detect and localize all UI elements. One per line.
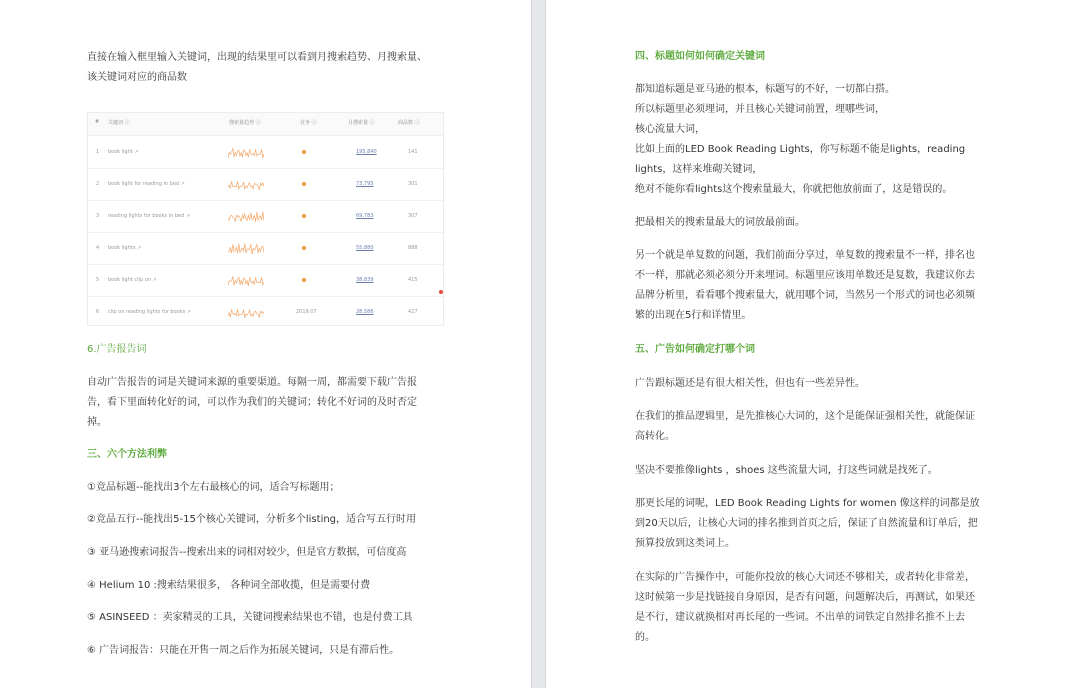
- row-volume[interactable]: 28,586: [356, 309, 374, 315]
- section5-p1: 广告跟标题还是有很大相关性，但也有一些差异性。: [635, 378, 865, 389]
- th-num: #: [95, 119, 100, 125]
- table-row: [88, 232, 443, 265]
- trend-sparkline-icon: [228, 240, 264, 256]
- row-volume[interactable]: 55,880: [356, 245, 374, 251]
- red-marker-icon: [439, 290, 443, 294]
- table-row: [88, 168, 443, 201]
- document-page-left: [0, 0, 531, 688]
- section4-p3-line-4: 繁的出现在5行和详情里。: [635, 310, 752, 321]
- section5-p4-line-1: 那更长尾的词呢，LED Book Reading Lights for women 像这样的词都是放: [635, 498, 980, 509]
- section5-p5-line-1: 在实际的广告操作中，可能你投放的核心大词还不够相关，或者转化非常差，: [635, 572, 975, 583]
- page-gutter: [531, 0, 546, 688]
- intro-line-1: 直接在输入框里输入关键词，出现的结果里可以看到月搜索趋势、月搜索量、: [87, 52, 427, 63]
- method-5: ⑤ ASINSEED ：卖家精灵的工具，关键词搜索结果也不错，也是付费工具: [87, 612, 413, 623]
- table-row: [88, 136, 443, 169]
- trend-sparkline-icon: [228, 304, 264, 320]
- row-products: 307: [408, 213, 418, 219]
- section5-p2-line-1: 在我们的推品逻辑里，是先推核心大词的，这个是能保证强相关性，就能保证: [635, 411, 975, 422]
- section5-p5-line-3: 是不行，建议就换相对再长尾的一些词。不出单的词铁定自然排名推不上去: [635, 612, 965, 623]
- section5-p4-line-3: 预算投放到这类词上。: [635, 538, 735, 549]
- trend-sparkline-icon: [228, 208, 264, 224]
- section4-p3-line-3: 品牌分析里，看看哪个搜索量大，就用哪个词，当然另一个形式的词也必须频: [635, 290, 975, 301]
- competition-dot-icon: [302, 246, 306, 250]
- keyword-table-screenshot: [87, 112, 444, 326]
- row-products: 888: [408, 245, 418, 251]
- row-products: 427: [408, 309, 418, 315]
- row-keyword-link[interactable]: book light clip on ↗: [108, 277, 157, 283]
- method-3: ③ 亚马逊搜索词报告--搜索出来的词相对较少，但是官方数据，可信度高: [87, 547, 407, 558]
- section4-title: 四、标题如何如何确定关键词: [635, 51, 765, 62]
- section4-line-1: 都知道标题是亚马逊的根本，标题写的不好，一切都白搭。: [635, 84, 895, 95]
- method-2: ②竞品五行--能找出5-15个核心关键词，分析多个listing，适合写五行时用: [87, 514, 417, 525]
- section6-title: 6.广告报告词: [87, 344, 147, 355]
- trend-sparkline-icon: [228, 176, 264, 192]
- section4-line-3: 核心流量大词，: [635, 124, 705, 135]
- section6-line-2: 告，看下里面转化好的词，可以作为我们的关键词；转化不好词的及时否定: [87, 397, 417, 408]
- competition-dot-icon: [302, 150, 306, 154]
- section4-p3-line-1: 另一个就是单复数的问题，我们前面分享过，单复数的搜索量不一样，排名也: [635, 250, 975, 261]
- row-keyword-link[interactable]: clip on reading lights for books ↗: [108, 309, 192, 315]
- table-header: [88, 113, 443, 136]
- section5-p4-line-2: 到20天以后，让核心大词的排名推到首页之后，保证了自然流量和订单后，把: [635, 518, 978, 529]
- th-volume: 月搜索量 ⓘ: [348, 120, 375, 126]
- row-number: 6: [96, 309, 100, 315]
- row-keyword-link[interactable]: reading lights for books in bed ↗: [108, 213, 191, 219]
- th-trend: 搜索量趋势 ⓘ: [229, 120, 261, 126]
- competition-dot-icon: [302, 278, 306, 282]
- row-products: 415: [408, 277, 418, 283]
- section4-p3-line-2: 不一样，那就必须必须分开来埋词。标题里应该用单数还是复数，我建议你去: [635, 270, 975, 281]
- section4-line-5: lights，这样来堆砌关键词，: [635, 164, 763, 175]
- row-keyword-link[interactable]: book light ↗: [108, 149, 139, 155]
- row-number: 1: [96, 149, 100, 155]
- section3-title: 三、六个方法利弊: [87, 449, 167, 460]
- th-competition: 竞争 ⓘ: [300, 120, 317, 126]
- table-row: [88, 200, 443, 233]
- competition-text: 2019.07: [296, 309, 317, 315]
- table-row: [88, 296, 443, 326]
- section4-line-2: 所以标题里必须埋词，并且核心关键词前置，埋哪些词，: [635, 104, 885, 115]
- competition-dot-icon: [302, 182, 306, 186]
- section5-p2-line-2: 高转化。: [635, 431, 675, 442]
- row-number: 4: [96, 245, 100, 251]
- section6-line-3: 掉。: [87, 417, 107, 428]
- row-volume[interactable]: 69,783: [356, 213, 374, 219]
- trend-sparkline-icon: [228, 272, 264, 288]
- method-6: ⑥ 广告词报告：只能在开售一周之后作为拓展关键词，只是有滞后性。: [87, 645, 400, 656]
- section5-p5-line-4: 的。: [635, 632, 655, 643]
- section4-line-6: 绝对不能你看lights这个搜索量最大，你就把他放前面了，这是错误的。: [635, 184, 953, 195]
- section6-line-1: 自动广告报告的词是关键词来源的重要渠道。每隔一周，都需要下载广告报: [87, 377, 417, 388]
- row-keyword-link[interactable]: book light for reading in bed ↗: [108, 181, 185, 187]
- table-row: [88, 264, 443, 297]
- competition-dot-icon: [302, 214, 306, 218]
- row-keyword-link[interactable]: book lights ↗: [108, 245, 142, 251]
- row-number: 5: [96, 277, 100, 283]
- th-keyword: 关键词 ⓘ: [108, 120, 130, 126]
- row-products: 141: [408, 149, 418, 155]
- section5-title: 五、广告如何确定打哪个词: [635, 344, 755, 355]
- row-volume[interactable]: 73,795: [356, 181, 374, 187]
- section5-p5-line-2: 这时候第一步是找链接自身原因，是否有问题，问题解决后，再测试，如果还: [635, 592, 975, 603]
- method-1: ①竞品标题--能找出3个左右最核心的词，适合写标题用；: [87, 482, 340, 493]
- section4-line-4: 比如上面的LED Book Reading Lights，你写标题不能是lights，reading: [635, 144, 966, 155]
- row-number: 2: [96, 181, 100, 187]
- document-page-right: [546, 0, 1080, 688]
- intro-line-2: 该关键词对应的商品数: [87, 72, 187, 83]
- row-volume[interactable]: 195,840: [356, 149, 377, 155]
- section4-paragraph-2: 把最相关的搜索量最大的词放最前面。: [635, 217, 805, 228]
- th-products: 商品数 ⓘ: [398, 120, 420, 126]
- row-products: 301: [408, 181, 418, 187]
- row-volume[interactable]: 38,839: [356, 277, 374, 283]
- row-number: 3: [96, 213, 100, 219]
- method-4: ④ Helium 10 :搜索结果很多， 各种词全部收揽，但是需要付费: [87, 580, 371, 591]
- section5-p3: 坚决不要推像lights ，shoes 这些流量大词，打这些词就是找死了。: [635, 465, 938, 476]
- trend-sparkline-icon: [228, 144, 264, 160]
